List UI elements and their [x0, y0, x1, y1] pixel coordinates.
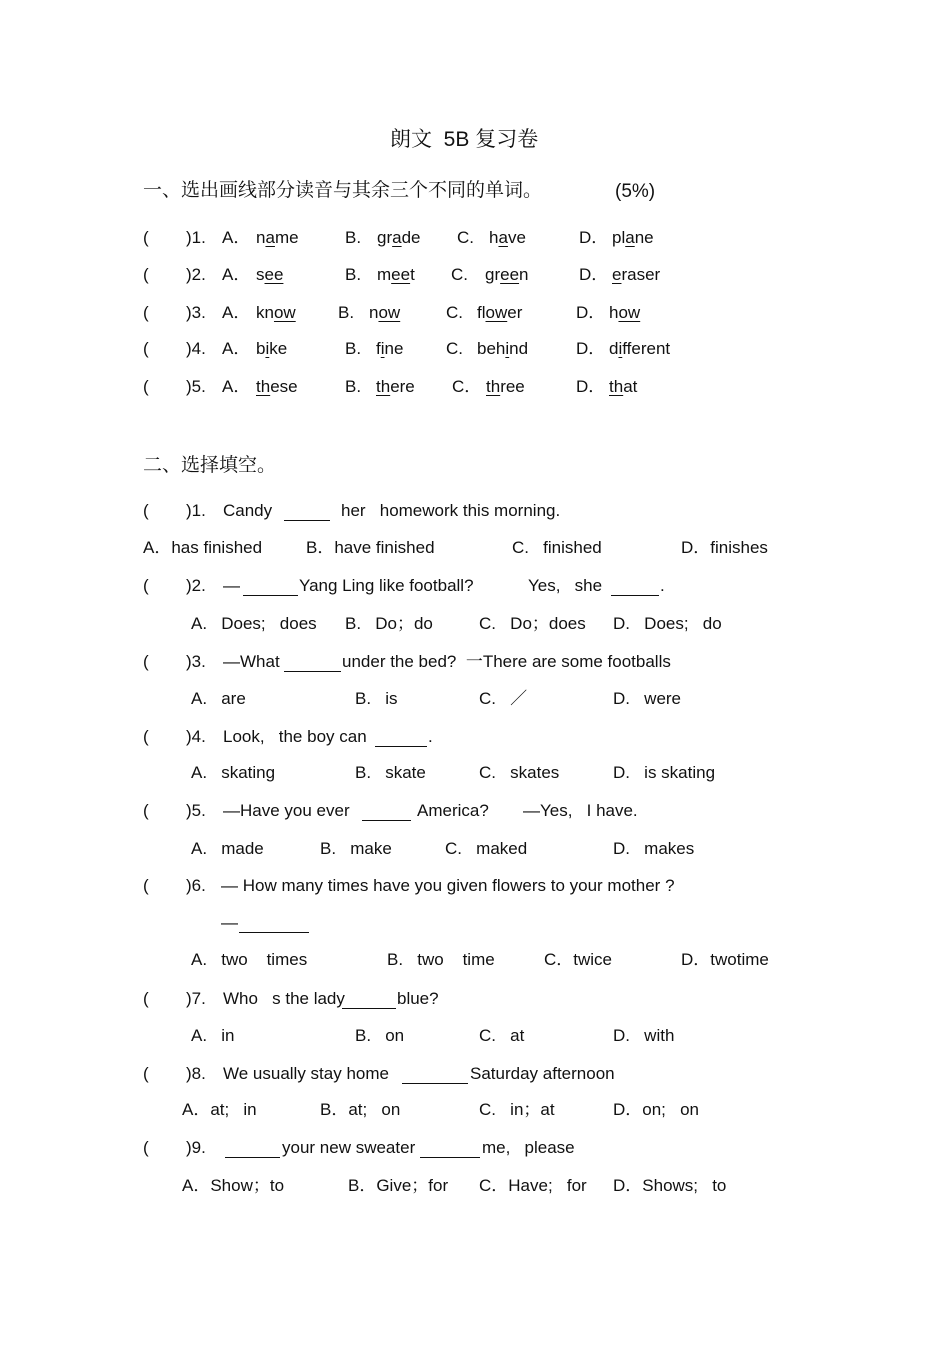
item-1-paren: (	[143, 228, 149, 247]
q5-paren: (	[143, 801, 149, 820]
q1-text-end: her homework this morning.	[341, 501, 561, 520]
item-3-option-c-letter: C.	[446, 303, 463, 322]
q7-option-a: A. in	[191, 1026, 235, 1045]
word-suffix: ve	[507, 228, 526, 247]
q8-number: )8.	[186, 1064, 206, 1083]
item-1-option-b-word	[377, 228, 421, 248]
word-suffix: n	[519, 265, 529, 284]
item-3-number: )3.	[186, 303, 206, 322]
q1-answer-blank[interactable]	[284, 519, 330, 521]
underlined-letters: ow	[378, 303, 401, 322]
word-prefix: gr	[377, 228, 393, 247]
underlined-letters: a	[498, 228, 508, 247]
q4-answer-blank[interactable]	[375, 745, 427, 747]
word-suffix: raser	[621, 265, 661, 284]
q4-option-d: D. is skating	[613, 763, 716, 782]
q5-text-end: America?	[417, 801, 489, 820]
underlined-letters: ee	[391, 265, 411, 284]
word-prefix: d	[609, 339, 619, 358]
item-4-option-d-letter: D．	[576, 339, 606, 358]
item-4-paren: (	[143, 339, 149, 358]
word-prefix: n	[369, 303, 379, 322]
underlined-letters: e	[612, 265, 622, 284]
q2-paren: (	[143, 576, 149, 595]
item-5-option-c-word	[486, 377, 525, 397]
q2-number: )2.	[186, 576, 206, 595]
q5-answer-text: —Yes, I have.	[523, 801, 638, 820]
underlined-letters: ee	[264, 265, 284, 284]
q3-option-c: C. ／	[479, 689, 528, 708]
item-1-option-c-letter: C.	[457, 228, 474, 247]
q9-answer-blank-1[interactable]	[225, 1156, 280, 1158]
q6-answer-dash: —	[221, 913, 238, 932]
q9-number: )9.	[186, 1138, 206, 1157]
q1-option-a: A．has finished	[143, 538, 263, 557]
q6-answer-blank[interactable]	[239, 931, 309, 933]
item-4-option-b-word	[376, 339, 403, 359]
underlined-letters: ow	[485, 303, 508, 322]
word-prefix: gr	[485, 265, 501, 284]
q8-option-c: C. in；at	[479, 1100, 555, 1119]
item-2-option-a-letter: A．	[222, 265, 251, 284]
word-suffix: at	[623, 377, 638, 396]
q9-text-middle: your new sweater	[282, 1138, 416, 1157]
item-5-option-d-letter: D．	[576, 377, 606, 396]
item-2-option-b-word	[377, 265, 415, 285]
q1-option-d: D．finishes	[681, 538, 768, 557]
q2-answer-blank-1[interactable]	[243, 594, 298, 596]
q8-text-end: Saturday afternoon	[470, 1064, 615, 1083]
word-suffix: t	[410, 265, 415, 284]
word-prefix: s	[256, 265, 265, 284]
q8-option-b: B．at; on	[320, 1100, 401, 1119]
underlined-letters: i	[265, 339, 270, 358]
item-3-option-d-letter: D．	[576, 303, 606, 322]
q2-question-text: Yang Ling like football?	[299, 576, 474, 595]
item-2-number: )2.	[186, 265, 206, 284]
underlined-letters: ow	[618, 303, 641, 322]
word-suffix: ne	[384, 339, 404, 358]
q3-option-a: A. are	[191, 689, 246, 708]
q7-option-b: B. on	[355, 1026, 405, 1045]
q9-option-c: C．Have; for	[479, 1176, 587, 1195]
item-2-option-c-letter: C.	[451, 265, 468, 284]
underlined-letters: th	[376, 377, 391, 396]
q7-paren: (	[143, 989, 149, 1008]
q4-option-a: A. skating	[191, 763, 276, 782]
item-2-option-d-letter: D．	[579, 265, 609, 284]
word-suffix: ere	[390, 377, 415, 396]
q2-dash: —	[223, 576, 240, 595]
item-3-paren: (	[143, 303, 149, 322]
item-1-option-d-word	[612, 228, 654, 248]
q3-text-end: under the bed? 一There are some footballs	[342, 652, 671, 671]
q8-option-d: D．on; on	[613, 1100, 699, 1119]
q9-option-a: A．Show；to	[182, 1176, 285, 1195]
q2-option-d: D. Does; do	[613, 614, 722, 633]
q5-option-d: D. makes	[613, 839, 695, 858]
q9-answer-blank-2[interactable]	[420, 1156, 480, 1158]
word-suffix: me	[274, 228, 299, 247]
item-4-option-a-letter: A．	[222, 339, 251, 358]
underlined-letters: a	[392, 228, 402, 247]
item-3-option-d-word	[609, 303, 640, 323]
word-prefix: beh	[477, 339, 506, 358]
item-5-option-b-letter: B.	[345, 377, 362, 396]
q3-number: )3.	[186, 652, 206, 671]
item-1-option-d-letter: D．	[579, 228, 609, 247]
item-2-option-d-word	[612, 265, 660, 285]
item-5-paren: (	[143, 377, 149, 396]
q1-paren: (	[143, 501, 149, 520]
q7-number: )7.	[186, 989, 206, 1008]
q9-text-end: me, please	[482, 1138, 575, 1157]
section1-score: (5%)	[615, 181, 656, 202]
word-prefix: m	[377, 265, 392, 284]
word-prefix: h	[489, 228, 499, 247]
q2-answer-text: Yes, she	[528, 576, 603, 595]
item-3-option-c-word	[477, 303, 522, 323]
q6-option-d: D．twotime	[681, 950, 769, 969]
section1-heading: 一、选出画线部分读音与其余三个不同的单词。	[143, 180, 543, 201]
q6-number: )6.	[186, 876, 206, 895]
q3-answer-blank[interactable]	[284, 670, 341, 672]
underlined-letters: a	[265, 228, 275, 247]
section2-heading: 二、选择填空。	[143, 455, 277, 476]
q8-option-a: A．at; in	[182, 1100, 257, 1119]
word-prefix: pl	[612, 228, 626, 247]
q4-option-b: B. skate	[355, 763, 426, 782]
underlined-letters: a	[625, 228, 635, 247]
q3-text-start: —What	[223, 652, 280, 671]
word-prefix: h	[609, 303, 619, 322]
item-4-option-a-word	[256, 339, 287, 359]
q4-paren: (	[143, 727, 149, 746]
item-3-option-a-word	[256, 303, 296, 323]
underlined-letters: i	[380, 339, 385, 358]
item-1-option-a-word	[256, 228, 299, 248]
q8-paren: (	[143, 1064, 149, 1083]
q5-number: )5.	[186, 801, 206, 820]
q9-option-b: B．Give；for	[348, 1176, 449, 1195]
q2-option-c: C. Do；does	[479, 614, 586, 633]
q4-number: )4.	[186, 727, 206, 746]
item-1-number: )1.	[186, 228, 206, 247]
item-5-number: )5.	[186, 377, 206, 396]
q6-option-c: C．twice	[544, 950, 613, 969]
q3-option-b: B. is	[355, 689, 398, 708]
q3-paren: (	[143, 652, 149, 671]
word-suffix: ke	[269, 339, 288, 358]
underlined-letters: th	[256, 377, 271, 396]
q1-option-b: B．have finished	[306, 538, 435, 557]
item-1-option-a-letter: A．	[222, 228, 251, 247]
q5-answer-blank[interactable]	[362, 819, 411, 821]
q6-paren: (	[143, 876, 149, 895]
item-5-option-a-word	[256, 377, 298, 397]
word-prefix: n	[256, 228, 266, 247]
word-suffix: er	[507, 303, 523, 322]
item-3-option-b-letter: B.	[338, 303, 355, 322]
q7-text-start: Who s the lady	[223, 989, 345, 1008]
q8-answer-blank[interactable]	[402, 1082, 468, 1084]
word-suffix: de	[401, 228, 421, 247]
word-suffix: ree	[500, 377, 525, 396]
item-4-option-c-word	[477, 339, 528, 359]
item-4-number: )4.	[186, 339, 206, 358]
item-5-option-d-word	[609, 377, 637, 397]
q4-option-c: C. skates	[479, 763, 560, 782]
item-3-option-b-word	[369, 303, 400, 323]
q7-answer-blank[interactable]	[342, 1007, 396, 1009]
underlined-letters: i	[618, 339, 623, 358]
word-prefix: f	[376, 339, 381, 358]
q5-text-start: —Have you ever	[223, 801, 350, 820]
word-suffix: fferent	[622, 339, 671, 358]
q7-option-d: D. with	[613, 1026, 675, 1045]
word-prefix: kn	[256, 303, 274, 322]
item-2-paren: (	[143, 265, 149, 284]
q2-period: .	[660, 576, 665, 595]
q1-text-start: Candy	[223, 501, 273, 520]
item-5-option-a-letter: A．	[222, 377, 251, 396]
underlined-letters: ow	[273, 303, 296, 322]
q9-paren: (	[143, 1138, 149, 1157]
q6-question-text: — How many times have you given flowers to your mother ?	[221, 876, 675, 895]
item-1-option-c-word	[489, 228, 526, 248]
q6-option-a: A. two times	[191, 950, 308, 969]
item-1-option-b-letter: B.	[345, 228, 362, 247]
item-2-option-c-word	[485, 265, 529, 285]
q4-period: .	[428, 727, 433, 746]
q8-text-start: We usually stay home	[223, 1064, 389, 1083]
item-4-option-d-word	[609, 339, 670, 359]
q1-option-c: C. finished	[512, 538, 602, 557]
underlined-letters: i	[505, 339, 510, 358]
q3-option-d: D. were	[613, 689, 682, 708]
item-2-option-b-letter: B.	[345, 265, 362, 284]
q2-option-a: A. Does; does	[191, 614, 317, 633]
word-prefix: b	[256, 339, 266, 358]
word-prefix: fl	[477, 303, 486, 322]
q4-text-start: Look, the boy can	[223, 727, 367, 746]
q2-option-b: B. Do；do	[345, 614, 433, 633]
item-5-option-c-letter: C．	[452, 377, 482, 396]
q2-answer-blank-2[interactable]	[611, 594, 659, 596]
underlined-letters: th	[609, 377, 624, 396]
item-2-option-a-word	[256, 265, 283, 285]
item-4-option-b-letter: B.	[345, 339, 362, 358]
word-suffix: ese	[270, 377, 298, 396]
word-suffix: nd	[509, 339, 529, 358]
underlined-letters: th	[486, 377, 501, 396]
item-3-option-a-letter: A．	[222, 303, 251, 322]
q7-option-c: C. at	[479, 1026, 525, 1045]
q9-option-d: D．Shows; to	[613, 1176, 727, 1195]
word-suffix: ne	[634, 228, 654, 247]
q7-text-end: blue?	[397, 989, 439, 1008]
item-5-option-b-word	[376, 377, 415, 397]
q5-option-a: A. made	[191, 839, 264, 858]
q1-number: )1.	[186, 501, 206, 520]
underlined-letters: ee	[500, 265, 520, 284]
q5-option-b: B. make	[320, 839, 392, 858]
page-title: 朗文 5B 复习卷	[390, 128, 539, 151]
q6-option-b: B. two time	[387, 950, 495, 969]
item-4-option-c-letter: C.	[446, 339, 463, 358]
q5-option-c: C. maked	[445, 839, 528, 858]
